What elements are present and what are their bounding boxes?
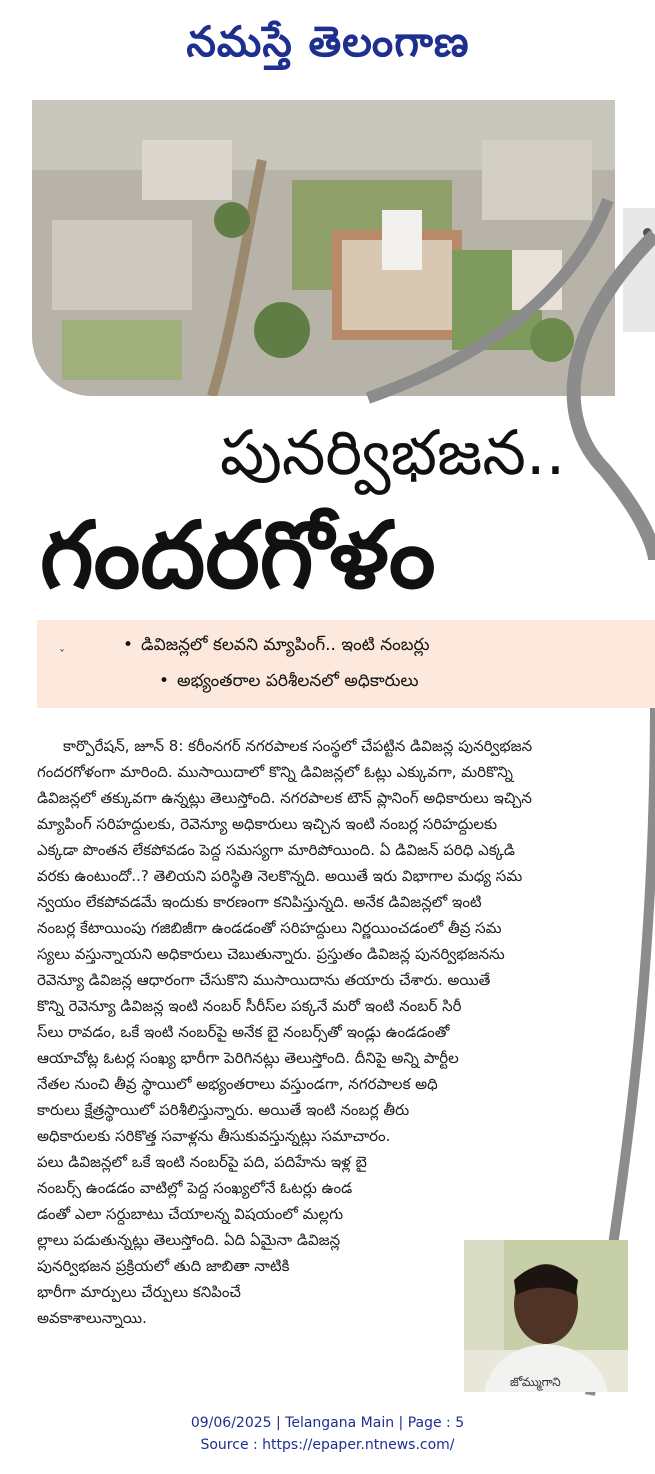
article-line: అవకాశాలున్నాయి. [37,1309,147,1327]
article-line: స్‌లు రావడం, ఒకే ఇంటి నంబర్‌పై అనేక బై నంబర్స్‌తో ఇండ్లు ఉండడంతో [37,1023,450,1041]
bullet-text: అభ్యంతరాల పరిశీలనలో అధికారులు [177,671,419,691]
reporter-photo [464,1240,628,1392]
article-line: రెవెన్యూ డివిజన్ల ఆధారంగా చేసుకొని ముసాయిదాను తయారు చేశారు. అయితే [37,971,491,989]
article-line: కారులు క్షేత్రస్థాయిలో పరిశీలిస్తున్నారు. అయితే ఇంటి నంబర్ల తీరు [37,1101,410,1119]
aerial-city-photo [32,100,615,396]
article-line: అధికారులకు సరికొత్త సవాళ్లను తీసుకువస్తున్నట్లు సమాచారం. [37,1127,391,1145]
article-line: వరకు ఉంటుందో..? తెలియని పరిస్థితి నెలకొన్నది. అయితే ఇరు విభాగాల మధ్య సమ [37,867,523,885]
article-line: మ్యాపింగ్ సరిహద్దులకు, రెవెన్యూ అధికారులు ఇచ్చిన ఇంటి నంబర్ల సరిహద్దులకు [37,815,498,833]
footer-edition-info: 09/06/2025 | Telangana Main | Page : 5 [190,1415,465,1431]
article-line: భారీగా మార్పులు చేర్పులు కనిపించే [37,1283,241,1301]
headline-line1: పునర్విభజన.. [220,416,566,489]
article-line: కొన్ని రెవెన్యూ డివిజన్ల ఇంటి నంబర్ సీరీస్‌ల పక్కనే మరో ఇంటి నంబర్ సిరీ [37,997,462,1015]
headline-line2: గందరగోళం [40,502,436,609]
article-line: నంబర్ల కేటాయింపు గజిబిజీగా ఉండడంతో సరిహద్దులు నిర్ణయించడంలో తీవ్ర సమ [37,919,502,937]
article-line: నంబర్స్ ఉండడం వాటిల్లో పెద్ద సంఖ్యలోనే ఓటర్లు ఉండ [37,1179,353,1197]
article-line: ల్లాలు పడుతున్నట్లు తెలుస్తోంది. ఏది ఏమైనా డివిజన్ల [37,1231,341,1249]
article-line: డంతో ఎలా సర్దుబాటు చేయాలన్న విషయంలో మల్లగు [37,1205,344,1223]
article-line: కార్పొరేషన్, జూన్ 8: కరీంనగర్ నగరపాలక సంస్థలో చేపట్టిన డివిజన్ల పునర్విభజన [63,737,533,755]
bullet-icon: • [159,671,170,691]
article-line: న్వయం లేకపోవడమే ఇందుకు కారణంగా కనిపిస్తున్నది. అనేక డివిజన్లలో ఇంటి [37,893,482,911]
article-line: నేతల నుంచి తీవ్ర స్థాయిలో అభ్యంతరాలు వస్తుండగా, నగరపాలక అధి [37,1075,438,1093]
article-line: స్యలు వస్తున్నాయని అధికారులు చెబుతున్నారు. ప్రస్తుతం డివిజన్ల పునర్విభజనను [37,945,505,963]
side-tab-dot [643,228,652,237]
byline: జోమ్ముగాని [510,1375,561,1389]
bullet-icon: • [123,635,134,655]
bullet-band [37,620,655,708]
article-line: పునర్విభజన ప్రక్రియలో తుది జాబితా నాటికి [37,1257,290,1275]
bullet-item-1 [123,632,430,658]
side-tab [623,208,655,332]
footer-source-link[interactable]: Source : https://epaper.ntnews.com/ [200,1437,455,1453]
masthead-title: నమస్తే తెలంగాణ [186,17,470,66]
article-line: గందరగోళంగా మారింది. ముసాయిదాలో కొన్ని డివిజన్లలో ఓట్లు ఎక్కువగా, మరికొన్ని [37,763,513,781]
corner-mark: ˇ [59,648,65,662]
bullet-item-2 [159,668,418,694]
article-line: పలు డివిజన్లలో ఒకే ఇంటి నంబర్‌పై పది, పదిహేను ఇళ్ల బై [37,1153,367,1171]
bullet-text: డివిజన్లలో కలవని మ్యాపింగ్.. ఇంటి నంబర్లు [141,635,430,655]
article-line: ఎక్కడా పొంతన లేకపోవడం పెద్ద సమస్యగా మారిపోయింది. ఏ డివిజన్ పరిధి ఎక్కడి [37,841,516,859]
article-line: డివిజన్లలో తక్కువగా ఉన్నట్లు తెలుస్తోంది. నగరపాలక టౌన్ ప్లానింగ్ అధికారులు ఇచ్చిన [37,789,532,807]
article-line: ఆయాచోట్ల ఓటర్ల సంఖ్య భారీగా పెరిగినట్లు తెలుస్తోంది. దీనిపై అన్ని పార్టీల [37,1049,459,1067]
